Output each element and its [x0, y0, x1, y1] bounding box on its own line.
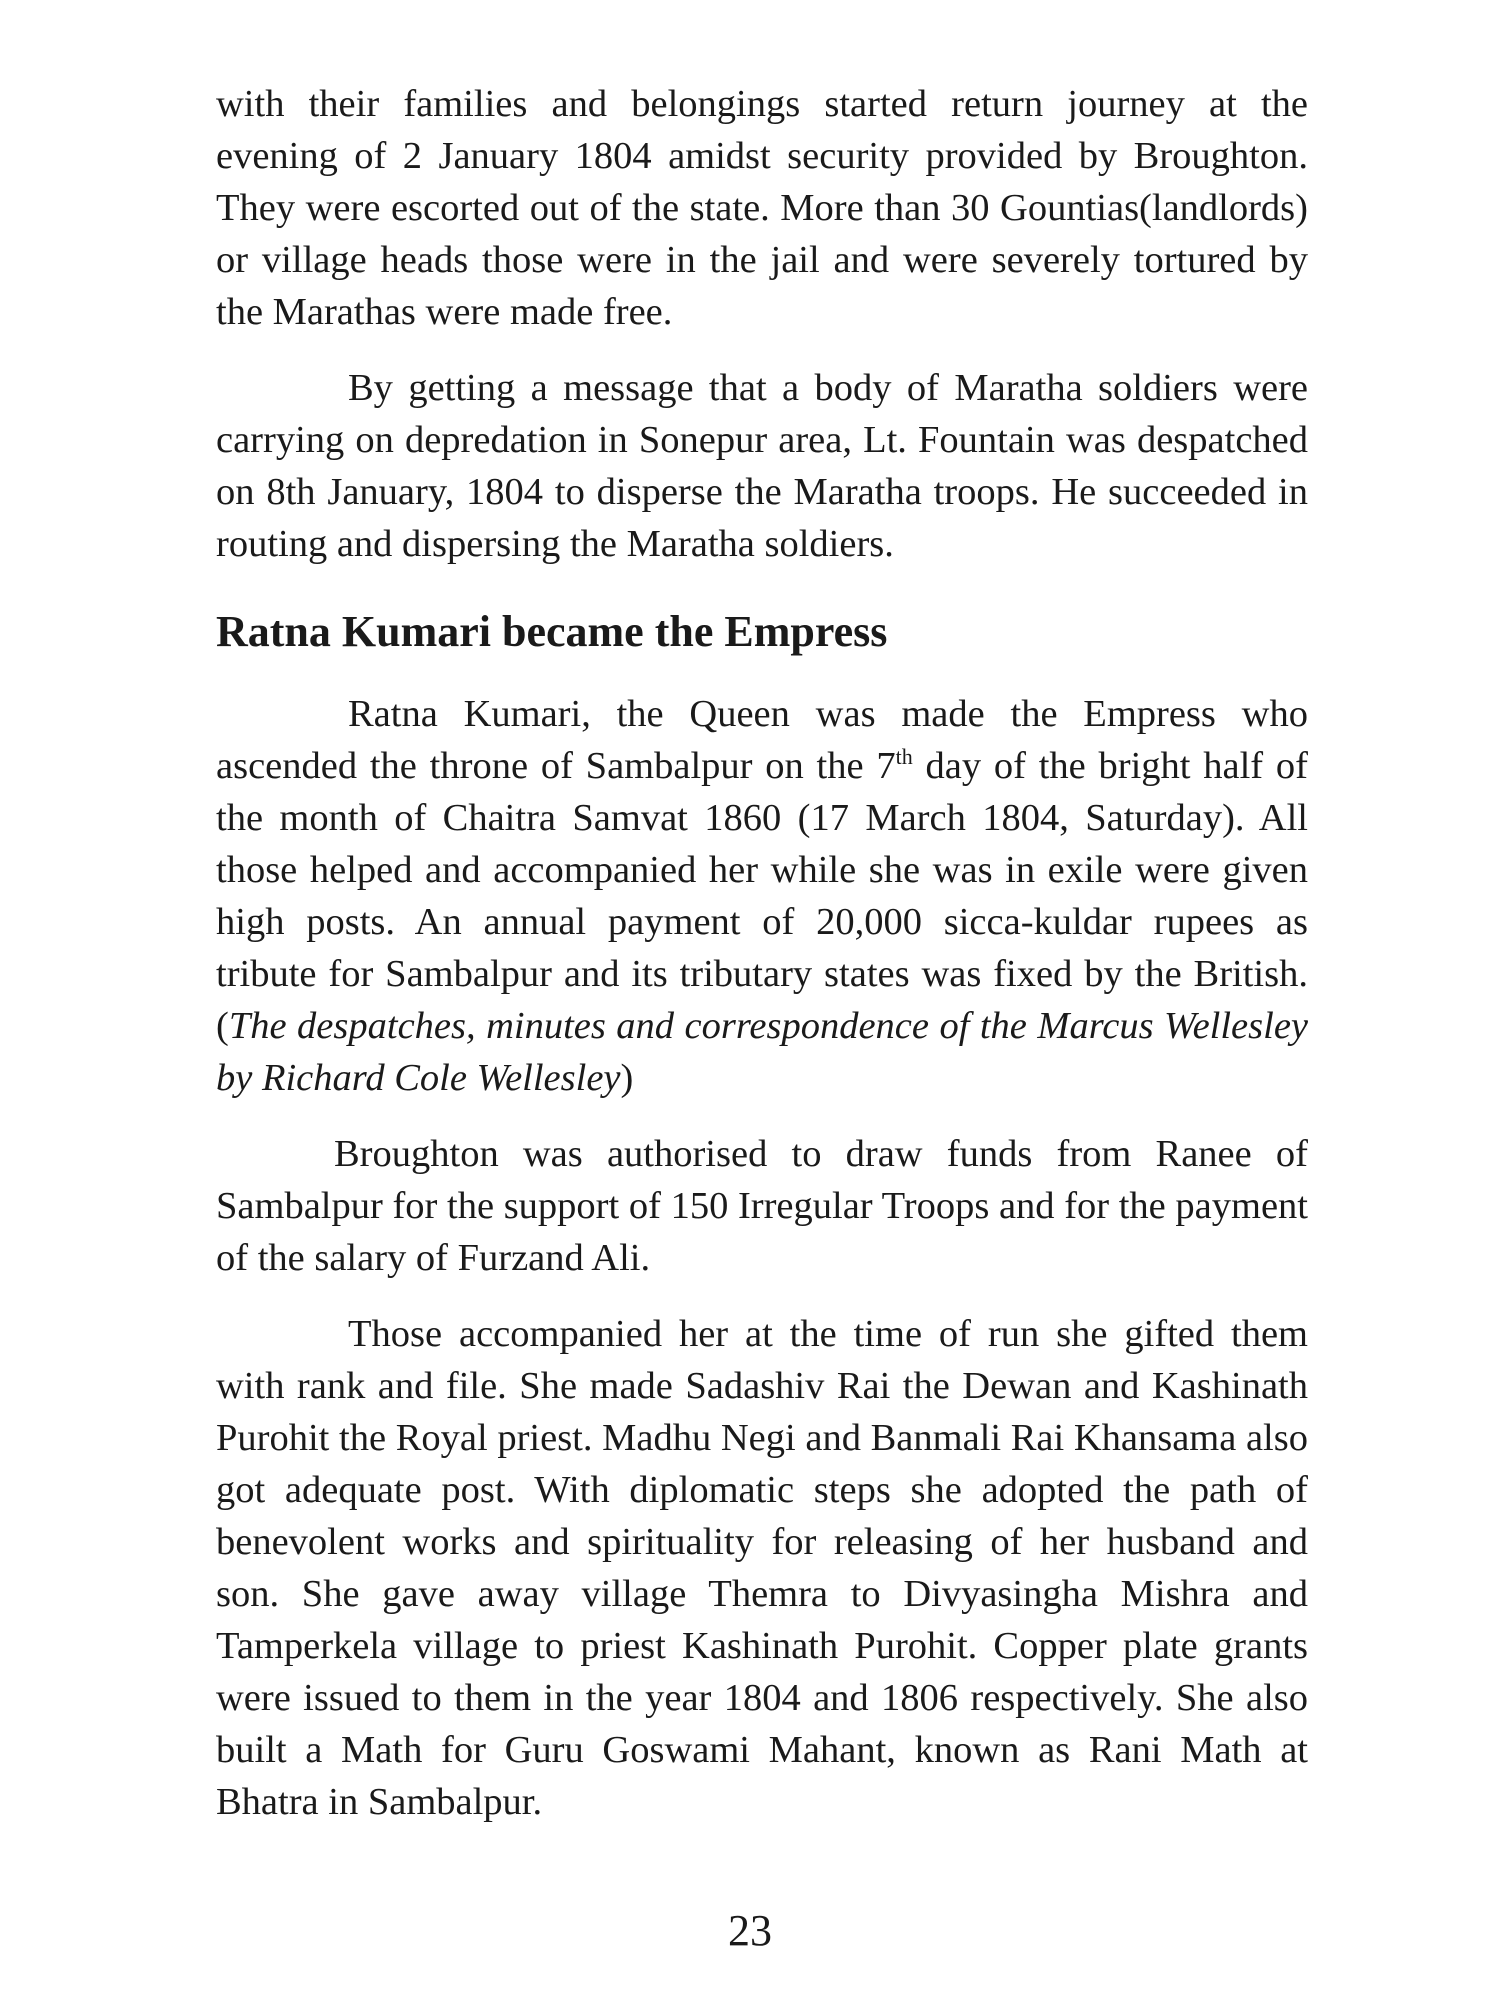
citation: The despatches, minutes and correspondence of the Marcus Wellesley by Richard Cole Wellesley: [216, 1005, 1308, 1099]
paragraph-broughton-funds: Broughton was authorised to draw funds from Ranee of Sambalpur for the support of 150 Irregular Troops and for the payment of the salary of Furzand Ali.: [216, 1133, 1308, 1279]
section-heading: Ratna Kumari became the Empress: [216, 607, 888, 656]
page-number: 23: [728, 1906, 772, 1955]
empress-text-end: ): [620, 1057, 634, 1099]
page-body: [216, 78, 1308, 1852]
empress-text-start: Ratna Kumari, the Queen was made the Empress who ascended the throne of Sambalpur on the 7: [216, 693, 1308, 787]
paragraph-fountain-despatch: By getting a message that a body of Maratha soldiers were carrying on depredation in Sonepur area, Lt. Fountain was despatched on 8th January, 1804 to disperse the Maratha troops. He succeeded in routing and dispersing the Maratha soldiers.: [216, 367, 1308, 565]
empress-text-middle: day of the bright half of the month of Chaitra Samvat 1860 (17 March 1804, Saturday). All those helped and accompanied her while she was in exile were given high posts. An annual payment of 20,000 sicca-kuldar rupees as tribute for Sambalpur and its tributary states was fixed by the British. (: [216, 745, 1308, 1047]
ordinal-superscript: th: [895, 744, 913, 770]
paragraph-gifts: Those accompanied her at the time of run she gifted them with rank and file. She made Sadashiv Rai the Dewan and Kashinath Purohit the Royal priest. Madhu Negi and Banmali Rai Khansama also got adequate post. With diplomatic steps she adopted the path of benevolent works and spirituality for releasing of her husband and son. She gave away village Themra to Divyasingha Mishra and Tamperkela village to priest Kashinath Purohit. Copper plate grants were issued to them in the year 1804 and 1806 respectively. She also built a Math for Guru Goswami Mahant, known as Rani Math at Bhatra in Sambalpur.: [216, 1313, 1308, 1823]
paragraph-empress: [216, 688, 1308, 1104]
paragraph-continued: with their families and belongings started return journey at the evening of 2 January 1804 amidst security provided by Broughton. They were escorted out of the state. More than 30 Gountias(landlords) or village heads those were in the jail and were severely tortured by the Marathas were made free.: [216, 83, 1308, 333]
